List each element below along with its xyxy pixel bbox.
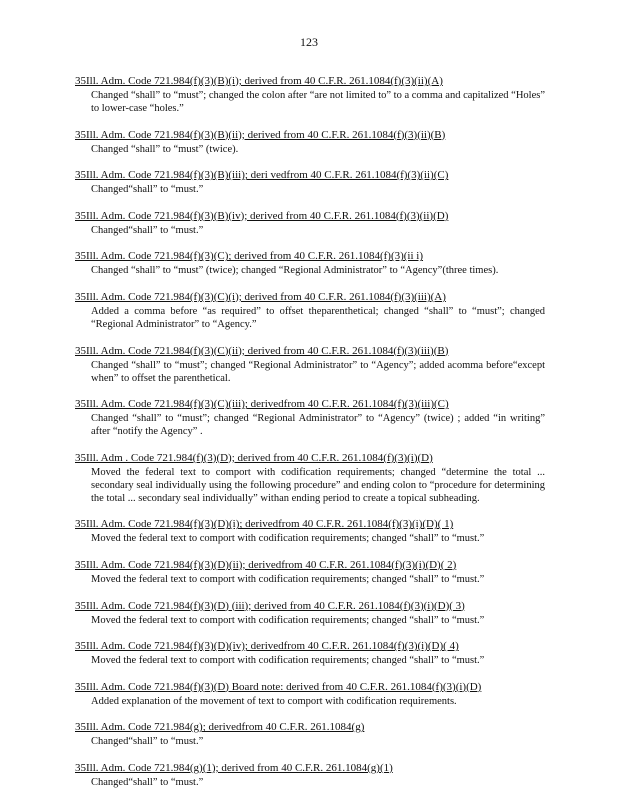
citation-entry (75, 448, 545, 505)
change-description: Moved the federal text to comport with codification requirements; changed “determine the total ... secondary seal individually using the following procedure” and ending colon to “procedure for determining the total ... secondary seal individually” withan ending period to create a topical subheading. (91, 466, 545, 504)
change-description: Changed “shall” to “must” (twice); changed “Regional Administrator” to “Agency”(three times). (91, 265, 499, 277)
citation-heading: 35Ill. Adm. Code 721.984(f)(3)(C)(i); derived from 40 C.F.R. 261.1084(f)(3)(iii)(A) (75, 290, 446, 303)
citation-entry (75, 287, 545, 331)
citation-entry (75, 394, 545, 438)
change-description: Moved the federal text to comport with codification requirements; changed “shall” to “must.” (91, 614, 485, 626)
citation-heading: 35Ill. Adm. Code 721.984(g); derivedfrom 40 C.F.R. 261.1084(g) (75, 721, 365, 734)
change-description: Changed“shall” to “must.” (91, 736, 204, 748)
citation-entry (75, 555, 545, 586)
citation-entry (75, 596, 545, 627)
citation-entry (75, 165, 545, 196)
citation-heading: 35Ill. Adm. Code 721.984(f)(3)(D)(ii); derivedfrom 40 C.F.R. 261.1084(f)(3)(i)(D)( 2) (75, 558, 457, 571)
citation-entry (75, 206, 545, 237)
citation-heading: 35Ill. Adm. Code 721.984(f)(3)(B)(ii); derived from 40 C.F.R. 261.1084(f)(3)(ii)(B) (75, 128, 446, 141)
change-description: Moved the federal text to comport with codification requirements; changed “shall” to “must.” (91, 573, 485, 585)
citation-entry (75, 246, 545, 277)
citation-heading: 35Ill. Adm. Code 721.984(g)(1); derived from 40 C.F.R. 261.1084(g)(1) (75, 761, 393, 774)
change-description: Changed“shall” to “must.” (91, 776, 204, 788)
change-description: Changed “shall” to “must”; changed “Regional Administrator” to “Agency”; added acomma before“except when” to offset the parenthetical. (91, 359, 545, 384)
change-description: Moved the federal text to comport with codification requirements; changed “shall” to “must.” (91, 533, 485, 545)
change-description: Changed “shall” to “must”; changed the colon after “are not limited to” to a comma and capitalized “Holes” to lower-case “holes.” (91, 90, 545, 114)
citation-heading: 35Ill. Adm. Code 721.984(f)(3)(B)(iii); deri vedfrom 40 C.F.R. 261.1084(f)(3)(ii)(C) (75, 169, 449, 182)
citation-heading: 35Ill. Adm. Code 721.984(f)(3)(D)(i); derivedfrom 40 C.F.R. 261.1084(f)(3)(i)(D)( 1) (75, 518, 454, 531)
entry-list (75, 71, 545, 799)
citation-heading: 35Ill. Adm. Code 721.984(f)(3)(C); derived from 40 C.F.R. 261.1084(f)(3)(ii i) (75, 250, 424, 263)
citation-heading: 35Ill. Adm. Code 721.984(f)(3)(B)(iv); derived from 40 C.F.R. 261.1084(f)(3)(ii)(D) (75, 209, 449, 222)
change-description: Added a comma before “as required” to offset theparenthetical; changed “shall” to “must”; changed “Regional Administrator” to “Agency.” (91, 305, 545, 330)
citation-entry (75, 677, 545, 708)
change-description: Changed“shall” to “must.” (91, 184, 204, 196)
change-description: Added explanation of the movement of text to comport with codification requirements. (91, 695, 457, 707)
change-description: Changed “shall” to “must” (twice). (91, 143, 239, 155)
citation-entry (75, 514, 545, 545)
citation-heading: 35Ill. Adm. Code 721.984(f)(3)(D) (iii); derived from 40 C.F.R. 261.1084(f)(3)(i)(D)( 3) (75, 599, 465, 612)
citation-entry (75, 717, 545, 748)
citation-heading: 35Ill. Adm. Code 721.984(f)(3)(C)(iii); derivedfrom 40 C.F.R. 261.1084(f)(3)(iii)(C) (75, 398, 449, 411)
change-description: Moved the federal text to comport with codification requirements; changed “shall” to “must.” (91, 655, 485, 667)
citation-entry (75, 758, 545, 789)
change-description: Changed “shall” to “must”; changed “Regional Administrator” to “Agency” (twice) ; added “in writing” after “notify the Agency” . (91, 413, 545, 438)
citation-heading: 35Ill. Adm. Code 721.984(f)(3)(D) Board note: derived from 40 C.F.R. 261.1084(f)(3)(i)(D) (75, 680, 482, 693)
citation-entry (75, 341, 545, 385)
citation-heading: 35Ill. Adm. Code 721.984(f)(3)(B)(i); derived from 40 C.F.R. 261.1084(f)(3)(ii)(A) (75, 75, 443, 87)
citation-heading: 35Ill. Adm. Code 721.984(f)(3)(D)(iv); derivedfrom 40 C.F.R. 261.1084(f)(3)(i)(D)( 4) (75, 640, 459, 653)
citation-entry (75, 125, 545, 156)
page-number: 123 (300, 35, 318, 49)
citation-entry (75, 71, 545, 115)
change-description: Changed“shall” to “must.” (91, 224, 204, 236)
citation-heading: 35Ill. Adm . Code 721.984(f)(3)(D); derived from 40 C.F.R. 261.1084(f)(3)(i)(D) (75, 451, 433, 464)
citation-heading: 35Ill. Adm. Code 721.984(f)(3)(C)(ii); derived from 40 C.F.R. 261.1084(f)(3)(iii)(B) (75, 344, 449, 357)
citation-entry (75, 636, 545, 667)
